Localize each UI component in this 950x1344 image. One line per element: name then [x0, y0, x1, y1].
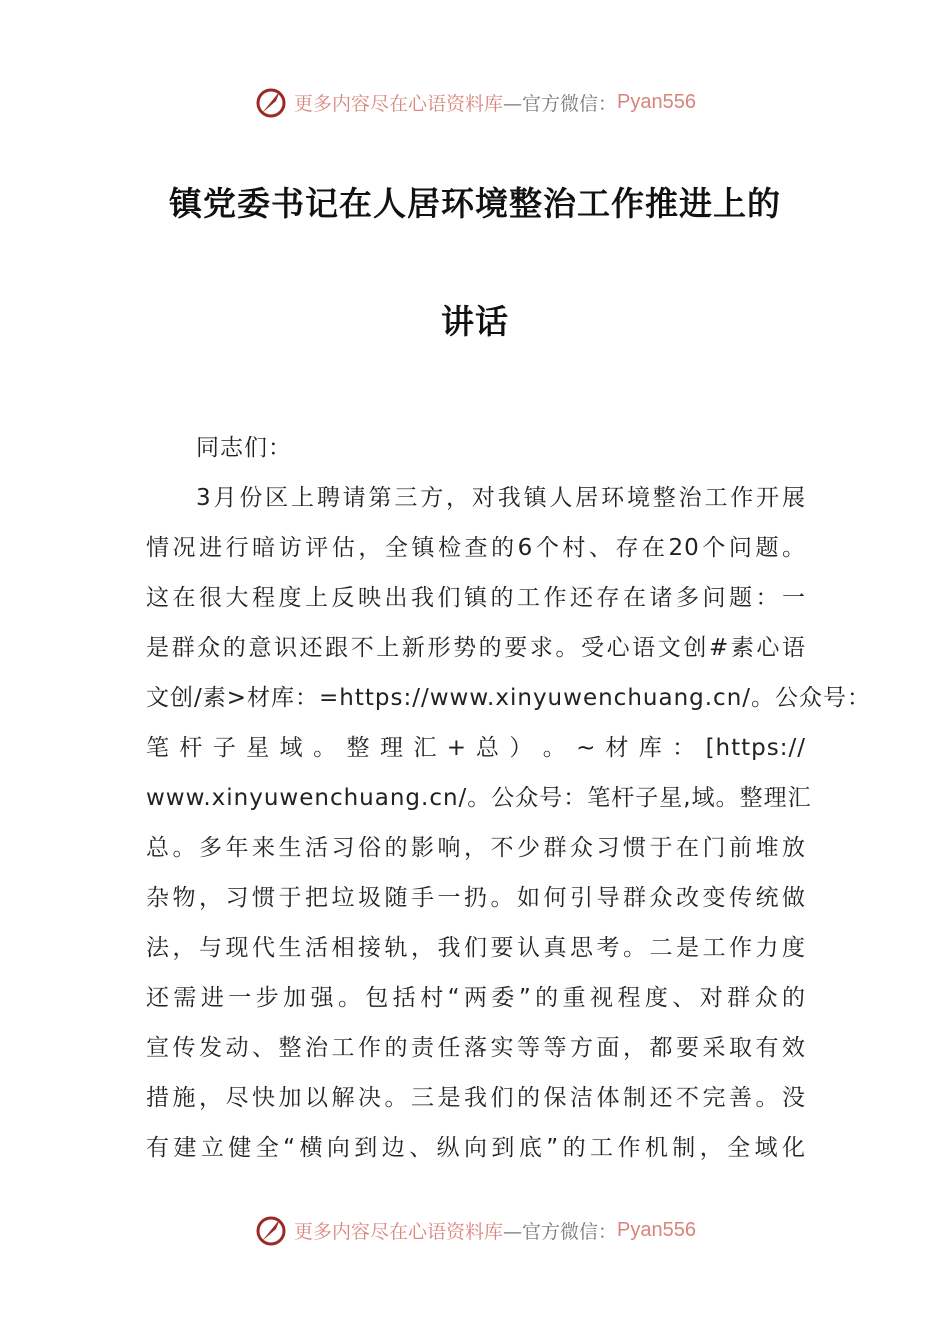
banner-wechat-label: —官方微信： [503, 1220, 618, 1243]
body-line: 杂物，习惯于把垃圾随手一扔。如何引导群众改变传统做 [146, 885, 806, 911]
body-line: 文创/素>材库：=https://www.xinyuwenchuang.cn/。公众号： [146, 685, 872, 711]
quill-logo-icon [254, 85, 288, 119]
banner-wechat-id: Pyan556 [617, 90, 696, 113]
body-line: 措施，尽快加以解决。三是我们的保洁体制还不完善。没 [146, 1085, 806, 1111]
body-line: 是群众的意识还跟不上新形势的要求。受心语文创#素心语 [146, 635, 806, 661]
footer-banner [0, 1210, 950, 1250]
banner-text: 更多内容尽在心语资料库 [294, 1220, 504, 1243]
banner-text: 更多内容尽在心语资料库 [294, 92, 504, 115]
body-line: 宣传发动、整治工作的责任落实等等方面，都要采取有效 [146, 1035, 806, 1061]
body-line: 有建立健全“横向到边、纵向到底”的工作机制，全域化 [146, 1135, 806, 1161]
banner-wechat-label: —官方微信： [503, 92, 618, 115]
body-line: 情况进行暗访评估，全镇检查的6个村、存在20个问题。 [146, 535, 806, 561]
body-line: 法，与现代生活相接轨，我们要认真思考。二是工作力度 [146, 935, 806, 961]
quill-logo-icon [254, 1213, 288, 1247]
body-line: 还需进一步加强。包括村“两委”的重视程度、对群众的 [146, 985, 806, 1011]
body-line: www.xinyuwenchuang.cn/。公众号：笔杆子星,域。整理汇 [146, 785, 812, 811]
body-line: 3月份区上聘请第三方，对我镇人居环境整治工作开展 [196, 485, 806, 511]
body-line: 这在很大程度上反映出我们镇的工作还存在诸多问题：一 [146, 585, 806, 611]
body-line: 同志们： [196, 435, 292, 461]
body-line: 笔 杆 子 星 域 。 整 理 汇 + 总 ） 。 ~ 材 库 ： [https:// [146, 735, 806, 761]
banner-wechat-id: Pyan556 [617, 1218, 696, 1241]
document-title-line1: 镇党委书记在人居环境整治工作推进上的 [169, 184, 781, 223]
document-title-line2: 讲话 [441, 302, 509, 341]
header-banner [0, 82, 950, 122]
body-line: 总。多年来生活习俗的影响，不少群众习惯于在门前堆放 [146, 835, 806, 861]
